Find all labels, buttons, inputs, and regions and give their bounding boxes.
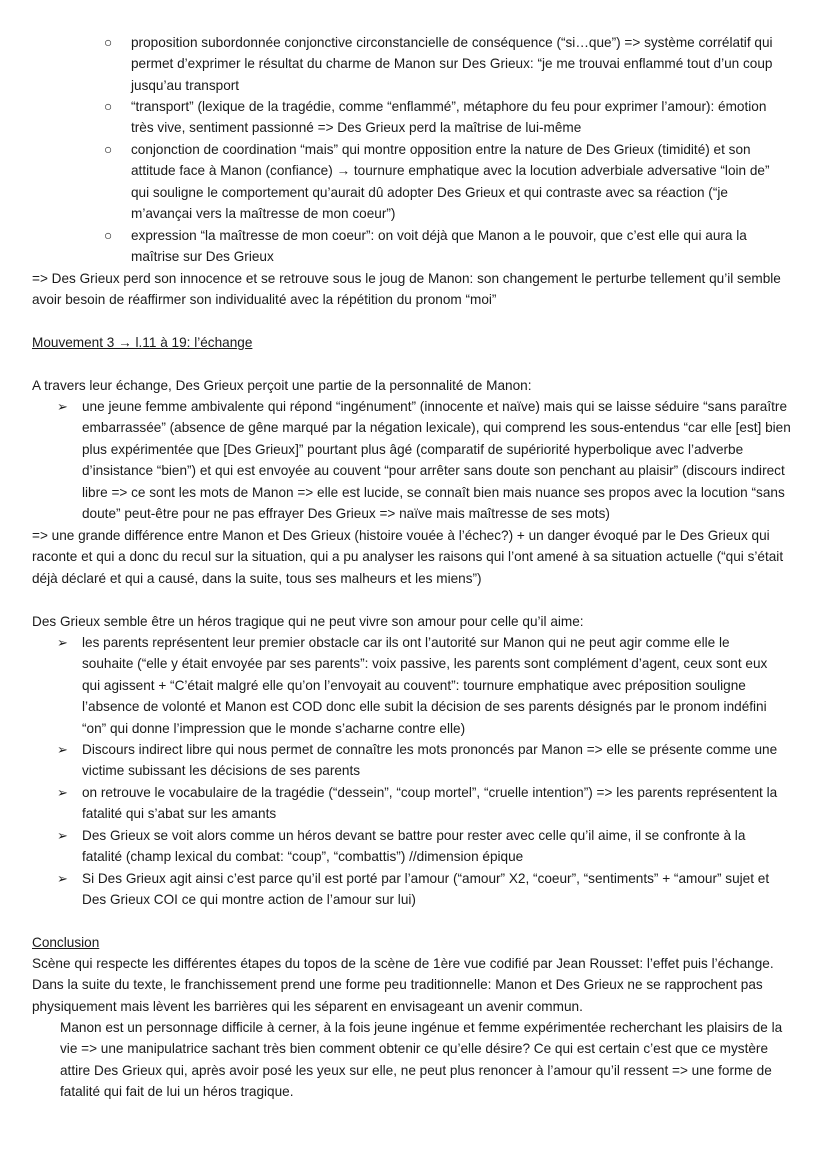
list-item: ➢ Des Grieux se voit alors comme un héros devant se battre pour rester avec celle qu’il aime, il se confronte à la fatalité (champ lexical du combat: “coup”, “combattis”) //dimension épique [82,825,787,868]
circle-bullet-icon: ○ [104,142,113,157]
list-item: ○ expression “la maîtresse de mon coeur”: on voit déjà que Manon a le pouvoir, que c’est elle qui aura la maîtrise sur Des Grieux [131,225,791,268]
list-item: ➢ les parents représentent leur premier obstacle car ils ont l’autorité sur Manon qui ne peut agir comme elle le souhaite (“elle y était envoyée par ses parents”: voix passive, les parents sont complément d’agent, ceux sont eux qui agissent + “C’était malgré elle qu’on l’envoyait au couvent”: tournure emphatique avec préposition souligne l’absence de volonté et Manon est COD donc elle subit la décision de ses parents désignés par le pronom indéfini “on” qui donne l’impression que le monde s’acharne contre elle) [82,632,777,739]
paragraph: Scène qui respecte les différentes étapes du topos de la scène de 1ère vue codifié par Jean Rousset: l’effet puis l’échange. Dans la suite du texte, le franchissement prend une forme peu traditionnelle: Manon et Des Grieux ne se rapprochent pas physiquement mais lèvent les barrières qui les séparent en envisageant un avenir commun. [32,956,774,1014]
circle-bullet-icon: ○ [104,35,113,50]
paragraph: Des Grieux semble être un héros tragique qui ne peut vivre son amour pour celle qu’il aime: [32,614,584,629]
arrow-bullet-icon: ➢ [57,635,68,650]
arrow-bullet-icon: ➢ [57,399,68,414]
paragraph: A travers leur échange, Des Grieux perçoit une partie de la personnalité de Manon: [32,378,532,393]
arrow-bullet-icon: ➢ [57,871,68,886]
list-item: ➢ Si Des Grieux agit ainsi c’est parce qu’il est porté par l’amour (“amour” X2, “coeur”, “sentiments” + “amour” sujet et Des Grieux COI ce qui montre action de l’amour sur lui) [82,868,787,911]
arrow-bullet-icon: ➢ [57,828,68,843]
circle-bullet-icon: ○ [104,99,113,114]
section-heading-movement-3: Mouvement 3 → l.11 à 19: l’échange [32,335,253,350]
paragraph: => Des Grieux perd son innocence et se retrouve sous le joug de Manon: son changement le perturbe tellement qu’il semble avoir besoin de réaffirmer son individualité avec la répétition du pronom “moi” [32,271,781,308]
list-item: ➢ on retrouve le vocabulaire de la tragédie (“dessein”, “coup mortel”, “cruelle intention”) => les parents représentent la fatalité qui s’abat sur les amants [82,782,797,825]
paragraph: Manon est un personnage difficile à cerner, à la fois jeune ingénue et femme expérimentée recherchant les plaisirs de la vie => une manipulatrice sachant très bien comment obtenir ce qu’elle désire? Ce qui est certain c’est que ce mystère attire Des Grieux qui, après avoir posé les yeux sur elle, ne peut plus renoncer à l’amour qu’il ressent => une forme de fatalité qui fait de lui un héros tragique. [60,1020,783,1100]
list-item: ○ conjonction de coordination “mais” qui montre opposition entre la nature de Des Grieux (timidité) et son attitude face à Manon (confiance) → tournure emphatique avec la locution adverbiale adversative “loin de” qui souligne le comportement qu’aurait dû adopter Des Grieux et qui contraste avec sa réaction (“je m’avançai vers la maîtresse de mon coeur”) [131,139,791,225]
circle-bullet-icon: ○ [104,228,113,243]
paragraph: => une grande différence entre Manon et Des Grieux (histoire vouée à l’échec?) + un danger évoqué par le Des Grieux qui raconte et qui a donc du recul sur la situation, qui a pu analyser les raisons qui l’ont amené à sa situation actuelle (“qui s’était déjà déclaré et qui a causé, dans la suite, tous ses malheurs et les miens”) [32,528,784,586]
list-item: ○ “transport” (lexique de la tragédie, comme “enflammé”, métaphore du feu pour exprimer l’amour): émotion très vive, sentiment passionné => Des Grieux perd la maîtrise de lui-même [131,96,791,139]
list-item: ➢ une jeune femme ambivalente qui répond “ingénument” (innocente et naïve) mais qui se laisse séduire “sans paraître embarrassée” (absence de gêne marqué par la négation lexicale), qui comprend les sous-entendus “car elle [est] bien plus expérimentée que [Des Grieux]” pourtant plus âgé (comparatif de supériorité hyperbolique avec l’adverbe d’insistance “bien”) et qui est envoyée au couvent “pour arrêter sans doute son penchant au plaisir” (discours indirect libre => ce sont les mots de Manon => elle est lucide, se connaît bien mais nuance ses propos avec la locution “sans doute” peut-être pour ne pas effrayer Des Grieux => naïve mais maîtresse de ses mots) [82,396,797,524]
list-item: ➢ Discours indirect libre qui nous permet de connaître les mots prononcés par Manon => elle se présente comme une victime subissant les décisions de ses parents [82,739,797,782]
arrow-bullet-icon: ➢ [57,742,68,757]
list-item: ○ proposition subordonnée conjonctive circonstancielle de conséquence (“si…que”) => système corrélatif qui permet d’exprimer le résultat du charme de Manon sur Des Grieux: “je me trouvai enflammé tout d’un coup jusqu’au transport [131,32,791,96]
arrow-bullet-icon: ➢ [57,785,68,800]
section-heading-conclusion: Conclusion [32,935,100,950]
